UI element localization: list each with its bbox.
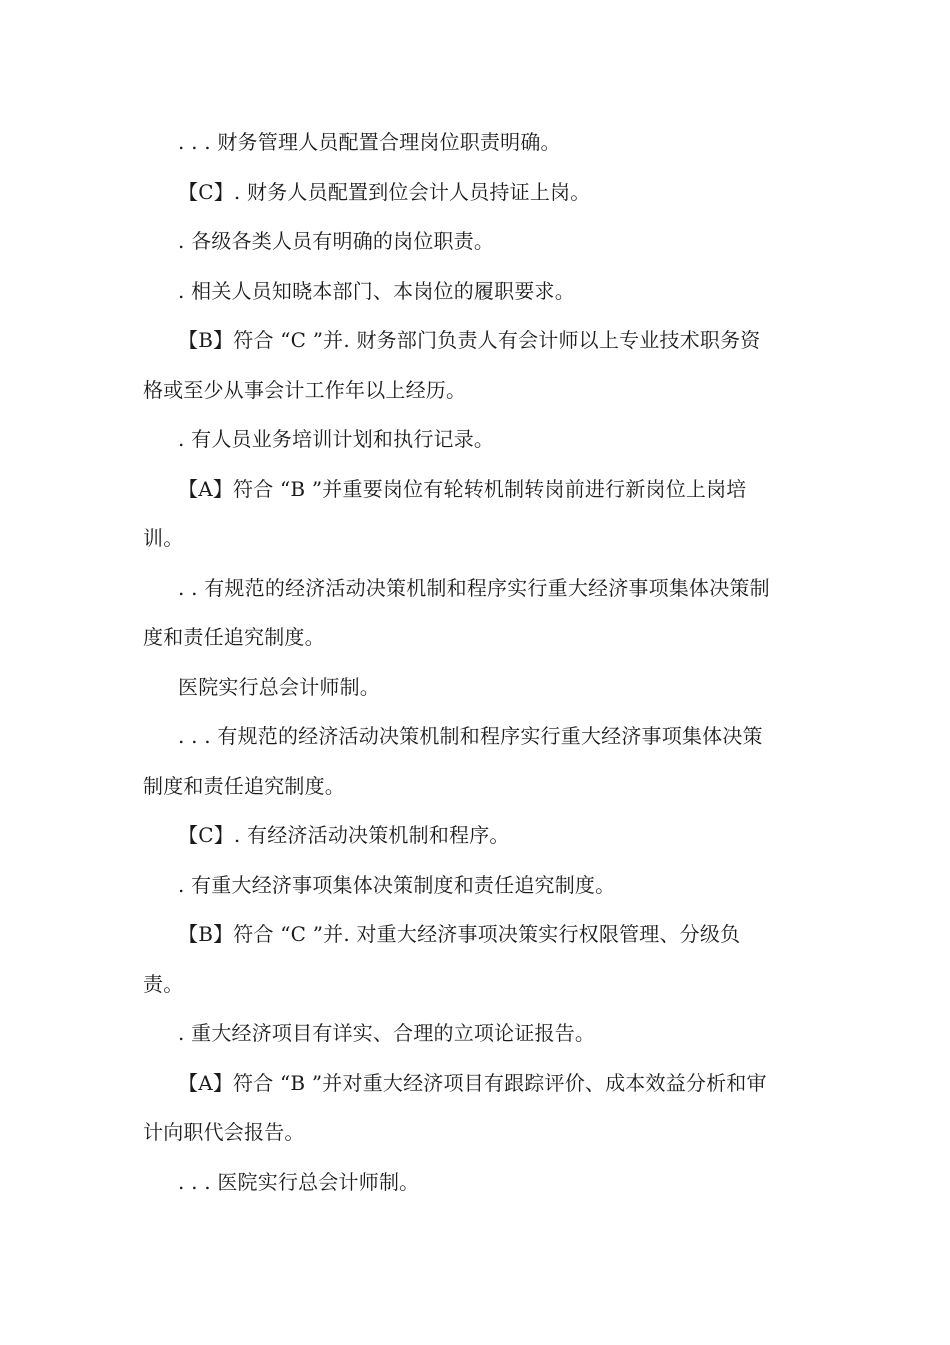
paragraph: . 重大经济项目有详实、合理的立项论证报告。: [178, 1021, 596, 1045]
paragraph: . . . 财务管理人员配置合理岗位职责明确。: [178, 130, 561, 154]
paragraph: . . 有规范的经济活动决策机制和程序实行重大经济事项集体决策制度和责任追究制度。: [143, 575, 770, 649]
paragraph: 【A】符合 “B ”并重要岗位有轮转机制转岗前进行新岗位上岗培训。: [143, 476, 747, 550]
paragraph: 【A】符合 “B ”并对重大经济项目有跟踪评价、成本效益分析和审计向职代会报告。: [143, 1070, 767, 1144]
paragraph: . . . 有规范的经济活动决策机制和程序实行重大经济事项集体决策制度和责任追究制度。: [143, 724, 763, 798]
document-body: [143, 118, 773, 1207]
paragraph: 【C】. 有经济活动决策机制和程序。: [178, 823, 510, 847]
paragraph: 【C】. 财务人员配置到位会计人员持证上岗。: [178, 179, 591, 204]
paragraph: 【B】符合 “C ”并. 财务部门负责人有会计师以上专业技术职务资格或至少从事会计工作年以上经历。: [143, 328, 761, 402]
paragraph: . . . 医院实行总会计师制。: [178, 1169, 420, 1194]
paragraph: . 相关人员知晓本部门、本岗位的履职要求。: [178, 278, 575, 303]
paragraph: . 有重大经济事项集体决策制度和责任追究制度。: [178, 872, 616, 897]
paragraph: . 有人员业务培训计划和执行记录。: [178, 427, 495, 451]
paragraph: 医院实行总会计师制。: [178, 674, 380, 699]
paragraph: . 各级各类人员有明确的岗位职责。: [178, 229, 495, 253]
paragraph: 【B】符合 “C ”并. 对重大经济事项决策实行权限管理、分级负责。: [143, 922, 741, 996]
